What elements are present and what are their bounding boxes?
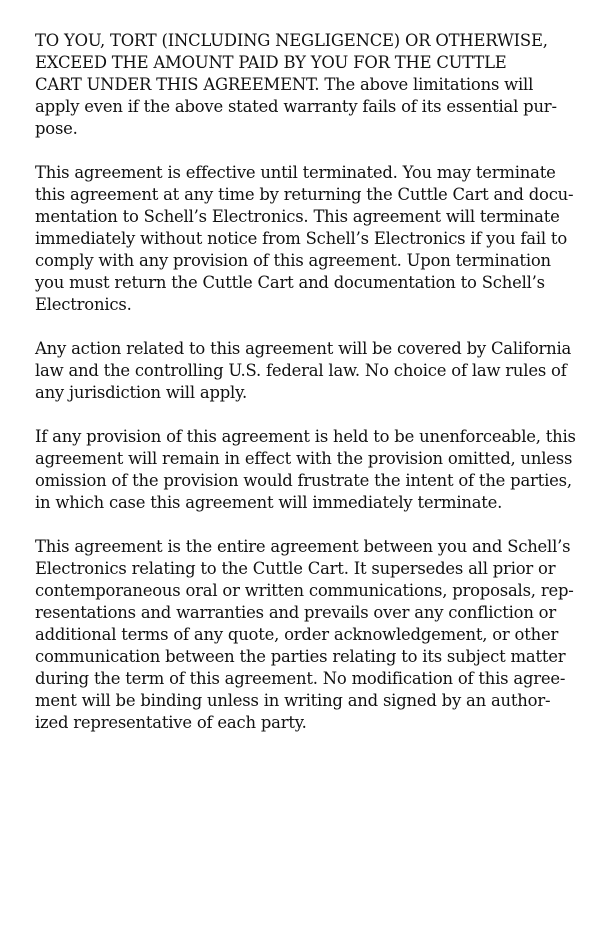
text-line: during the term of this agreement. No modification of this agree- bbox=[35, 669, 566, 688]
document-page bbox=[35, 30, 576, 756]
text-line: omission of the provision would frustrate the intent of the parties, bbox=[35, 471, 572, 490]
text-line: This agreement is effective until terminated. You may terminate bbox=[35, 163, 556, 182]
text-line: law and the controlling U.S. federal law. No choice of law rules of bbox=[35, 361, 567, 380]
paragraph-termination bbox=[35, 162, 574, 316]
text-line: agreement will remain in effect with the provision omitted, unless bbox=[35, 449, 573, 468]
text-line: EXCEED THE AMOUNT PAID BY YOU FOR THE CUTTLE bbox=[35, 53, 507, 72]
text-line: This agreement is the entire agreement between you and Schell’s bbox=[35, 537, 571, 556]
paragraph-entire-agreement bbox=[35, 536, 574, 734]
text-line: immediately without notice from Schell’s Electronics if you fail to bbox=[35, 229, 567, 248]
text-line: Any action related to this agreement will be covered by California bbox=[35, 339, 572, 358]
text-line: ized representative of each party. bbox=[35, 713, 307, 732]
text-line: communication between the parties relating to its subject matter bbox=[35, 647, 566, 666]
text-line: Electronics relating to the Cuttle Cart. It supersedes all prior or bbox=[35, 559, 556, 578]
text-line: mentation to Schell’s Electronics. This agreement will terminate bbox=[35, 207, 560, 226]
text-line: any jurisdiction will apply. bbox=[35, 383, 247, 402]
text-line: CART UNDER THIS AGREEMENT. The above limitations will bbox=[35, 75, 534, 94]
text-line: TO YOU, TORT (INCLUDING NEGLIGENCE) OR OTHERWISE, bbox=[35, 31, 548, 50]
paragraph-limitation bbox=[35, 30, 567, 140]
text-line: Electronics. bbox=[35, 295, 132, 314]
text-line: ment will be binding unless in writing and signed by an author- bbox=[35, 691, 551, 710]
text-line: this agreement at any time by returning the Cuttle Cart and docu- bbox=[35, 185, 574, 204]
text-line: comply with any provision of this agreement. Upon termination bbox=[35, 251, 551, 270]
text-line: you must return the Cuttle Cart and documentation to Schell’s bbox=[35, 273, 545, 292]
text-line: apply even if the above stated warranty fails of its essential pur- bbox=[35, 97, 557, 116]
text-line: additional terms of any quote, order acknowledgement, or other bbox=[35, 625, 559, 644]
paragraph-governing-law bbox=[35, 338, 572, 404]
text-line: resentations and warranties and prevails over any confliction or bbox=[35, 603, 556, 622]
text-line: contemporaneous oral or written communications, proposals, rep- bbox=[35, 581, 574, 600]
text-line: If any provision of this agreement is held to be unenforceable, this bbox=[35, 427, 576, 446]
paragraph-severability bbox=[35, 426, 576, 514]
text-line: in which case this agreement will immediately terminate. bbox=[35, 493, 503, 512]
text-line: pose. bbox=[35, 119, 78, 138]
